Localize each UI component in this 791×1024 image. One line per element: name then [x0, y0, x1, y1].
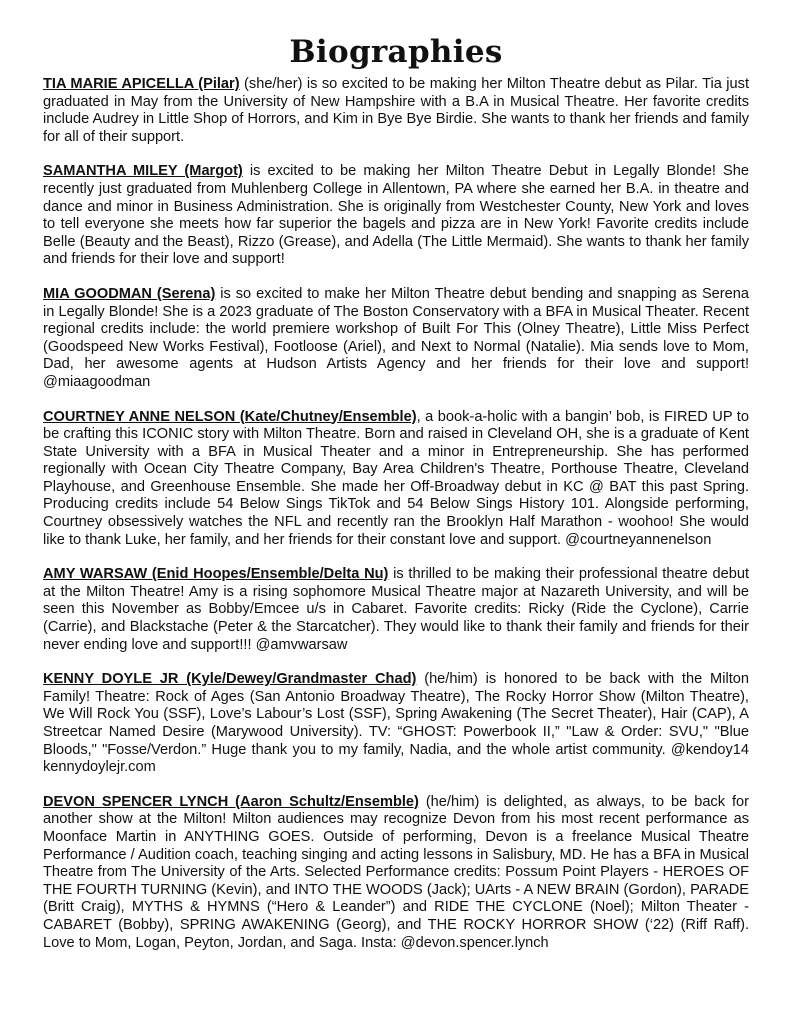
bio-text: is excited to be making her Milton Theatre Debut in Legally Blonde! She recently just graduated from Muhlenberg College in Allentown, PA where she earned her B.A. in theatre and dance and minor in Business Administration. She is originally from Westchester County, New York and loves to tell everyone she meets how far superior the bagels and pizza are in New York! Favorite credits include Belle (Beauty and the Beast), Rizzo (Grease), and Adella (The Little Mermaid). She wants to thank her family and friends for their love and support!: [43, 163, 749, 268]
bio-name: SAMANTHA MILEY (Margot): [43, 163, 243, 180]
bio-name: AMY WARSAW (Enid Hoopes/Ensemble/Delta Nu): [43, 566, 389, 583]
bio-mia-goodman: [43, 286, 749, 392]
bio-text: (he/him) is delighted, as always, to be back for another show at the Milton! Milton audiences may recognize Devon from his most recent performance as Moonface Martin in ANYTHING GOES. Outside of performing, Devon is a freelance Musical Theatre Performance / Audition coach, teaching singing and acting lessons in Salisbury, MD. He has a BFA in Musical Theatre from The University of the Arts. Selected Performance credits: Possum Point Players - HEROES OF THE FOURTH TURNING (Kevin), and INTO THE WOODS (Jack); UArts - A NEW BRAIN (Gordon), PARADE (Britt Craig), MYTHS & HYMNS (“Hero & Leander”) and RIDE THE CYCLONE (Noel); Milton Theater - CABARET (Bobby), SPRING AWAKENING (Georg), and THE ROCKY HORROR SHOW (‘22) (Riff Raff). Love to Mom, Logan, Peyton, Jordan, and Saga. Insta: @devon.spencer.lynch: [43, 793, 749, 951]
bio-text: (he/him) is honored to be back with the Milton Family! Theatre: Rock of Ages (San Antonio Broadway Theatre), The Rocky Horror Show (Milton Theatre), We Will Rock You (SSF), Love’s Labour’s Lost (SSF), Spring Awakening (The Secret Theater), Hair (CAP), A Streetcar Named Desire (Marywood University). TV: “GHOST: Powerbook II,” "Law & Order: SVU," "Blue Bloods," "Fosse/Verdon.” Huge thank you to my family, Nadia, and the whole artist community. @kendoy14 kennydoylejr.com: [43, 671, 749, 776]
page-title: Biographies: [289, 34, 503, 70]
bio-name: KENNY DOYLE JR (Kyle/Dewey/Grandmaster Chad): [43, 671, 417, 688]
bio-kenny-doyle-jr: [43, 671, 749, 777]
bio-text: (she/her) is so excited to be making her Milton Theatre debut as Pilar. Tia just graduated in May from the University of New Hampshire with a B.A in Musical Theatre. Her favorite credits include Audrey in Little Shop of Horrors, and Kim in Bye Bye Birdie. She wants to thank her friends and family for all of their support.: [43, 76, 749, 145]
bio-name: DEVON SPENCER LYNCH (Aaron Schultz/Ensemble): [43, 793, 419, 810]
bio-courtney-anne-nelson: [43, 409, 749, 550]
bio-text: , a book-a-holic with a bangin’ bob, is FIRED UP to be crafting this ICONIC story with Milton Theatre. Born and raised in Cleveland OH, she is a graduate of Kent State University with a BFA in Musical Theater and a minor in Entrepreneurship. She has performed regionally with Ocean City Theatre Company, Bay Area Children's Theatre, Porthouse Theatre, Cleveland Playhouse, and Greenhouse Ensemble. She made her Off-Broadway debut in KC @ BAT this past Spring. Producing credits include 54 Below Sings TikTok and 54 Below Sings History 101. Alongside performing, Courtney obsessively watches the NFL and recently ran the Brooklyn Half Marathon - woohoo! She would like to thank Luke, her family, and her friends for their constant love and support. @courtneyannenelson: [43, 408, 749, 548]
bio-name: TIA MARIE APICELLA (Pilar): [43, 76, 240, 92]
bio-name: COURTNEY ANNE NELSON (Kate/Chutney/Ensemble): [43, 408, 417, 425]
bio-samantha-miley: [43, 163, 749, 269]
bio-devon-spencer-lynch: [43, 794, 749, 952]
bio-text: is so excited to make her Milton Theatre debut bending and snapping as Serena in Legally Blonde! She is a 2023 graduate of The Boston Conservatory with a BFA in Musical Theater. Recent regional credits include: the world premiere workshop of Built For This (Olney Theatre), Little Miss Perfect (Goodspeed New Works Festival), Footloose (Ariel), and Next to Normal (Natalie). Mia sends love to Mom, Dad, her awesome agents at Hudson Artists Agency and her friends for their love and support! @miaagoodman: [43, 285, 750, 390]
bio-name: MIA GOODMAN (Serena): [43, 285, 216, 302]
bio-tia-marie-apicella: [43, 76, 749, 146]
bio-text: is thrilled to be making their professional theatre debut at the Milton Theatre! Amy is a rising sophomore Musical Theatre major at Nazareth University, and will be seen this November as Bobby/Emcee u/s in Cabaret. Favorite credits: Ricky (Ride the Cyclone), Carrie (Carrie), and Blackstache (Peter & the Starcatcher). They would like to thank their family and friends for their never ending love and support!!! @amvwarsaw: [43, 566, 749, 653]
bio-amy-warsaw: [43, 566, 749, 654]
